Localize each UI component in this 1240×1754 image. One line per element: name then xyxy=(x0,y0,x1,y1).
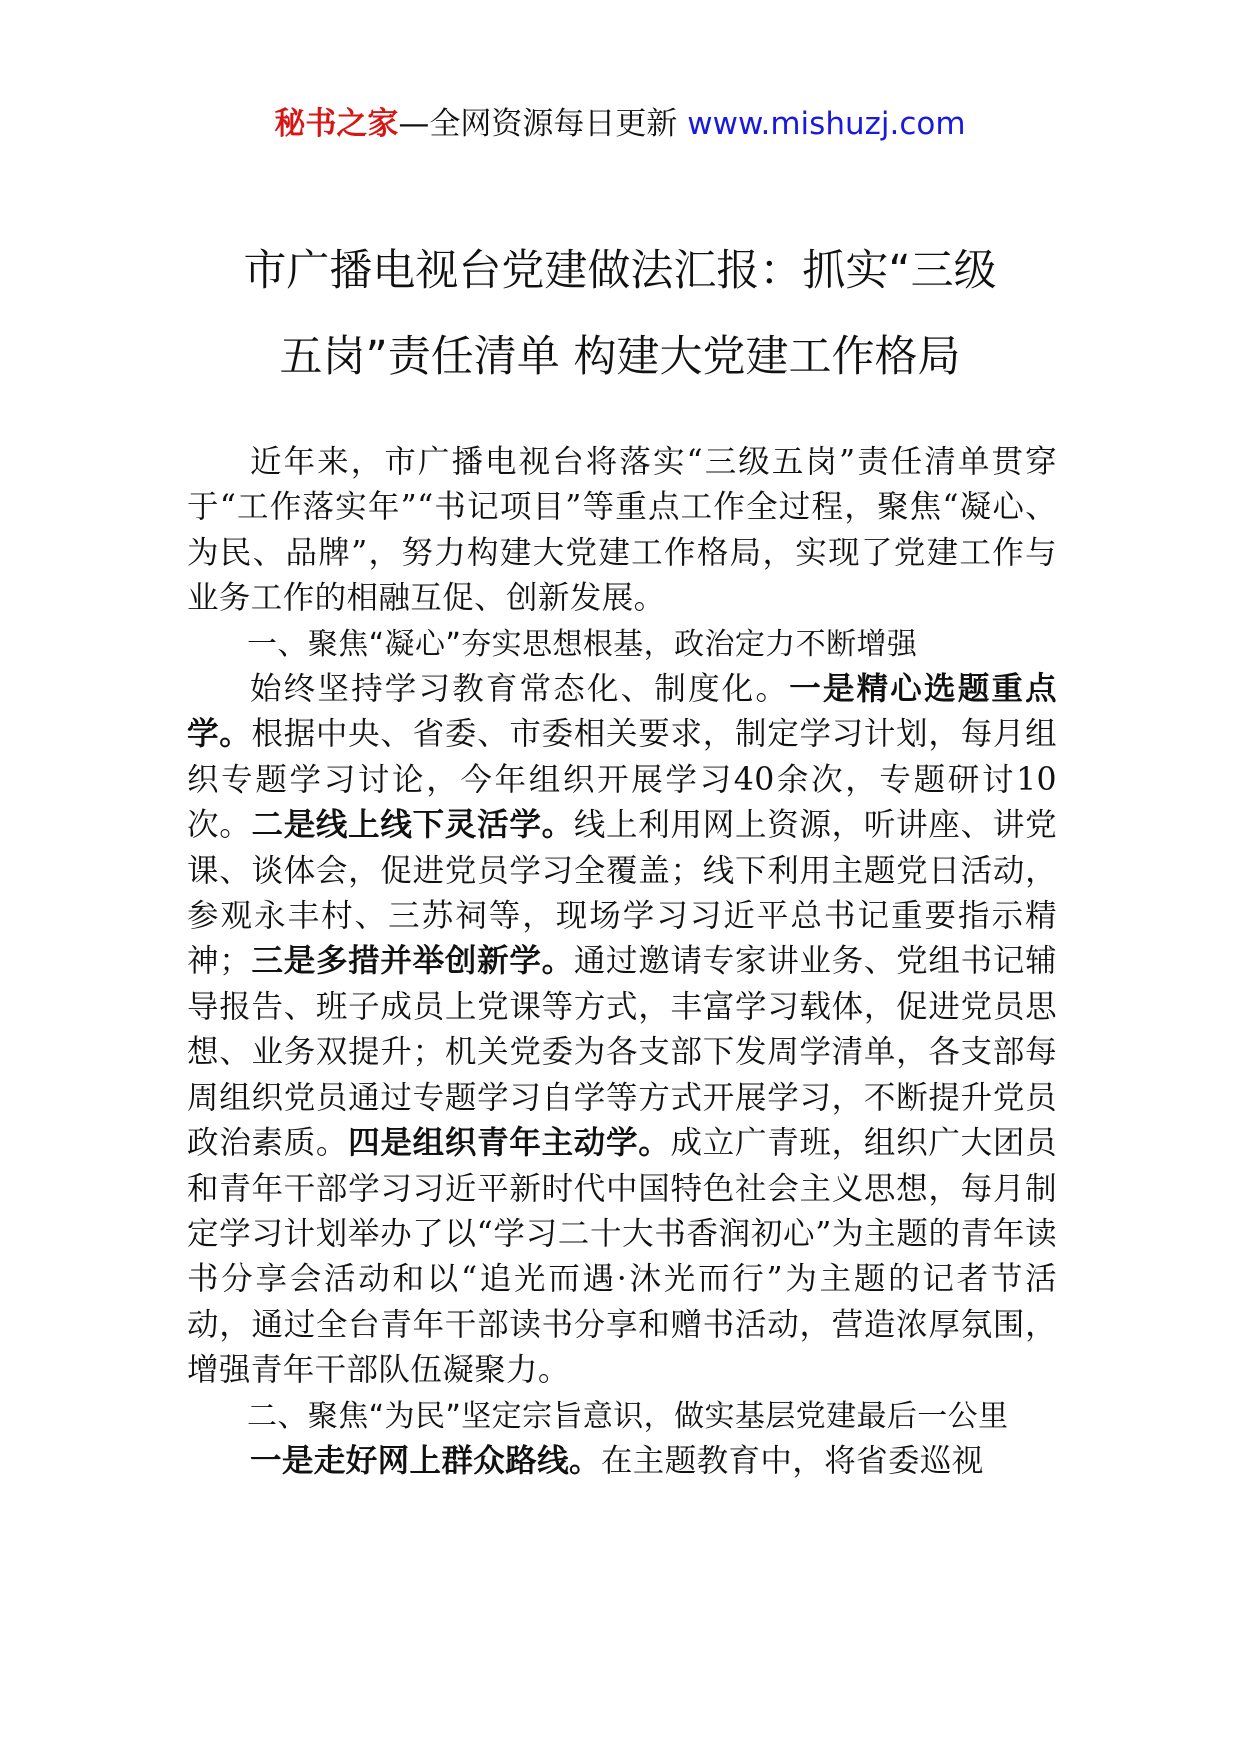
section-1-point-2-text: 线上利用网上资源，听讲座、讲党课、谈体会，促进党员学习全覆盖；线下利用主题党日活动，参观永丰村、三苏祠等，现场学习习近平总书记重要指示精神； xyxy=(187,807,1057,980)
title-line-1: 市广播电视台党建做法汇报：抓实“三级 xyxy=(243,246,997,296)
section-1-point-3-text: 通过邀请专家讲业务、党组书记辅导报告、班子成员上党课等方式，丰富学习载体，促进党员思想、业务双提升；机关党委为各支部下发周学清单，各支部每周组织党员通过专题学习自学等方式开展学习，不断提升党员政治素质。 xyxy=(187,943,1057,1162)
site-url-link[interactable]: www.mishuzj.com xyxy=(687,106,966,142)
document-body xyxy=(187,440,1057,1484)
section-2-paragraph xyxy=(187,1439,1057,1484)
header-tagline: —全网资源每日更新 xyxy=(398,106,678,142)
title-line-2: 五岗”责任清单 构建大党建工作格局 xyxy=(279,332,961,382)
section-2-point-1-text: 在主题教育中，将省委巡视 xyxy=(600,1442,984,1479)
section-1-lead: 始终坚持学习教育常态化、制度化。 xyxy=(250,671,790,708)
section-1-point-4-text: 成立广青班，组织广大团员和青年干部学习习近平新时代中国特色社会主义思想，每月制定学习计划举办了以“学习二十大书香润初心”为主题的青年读书分享会活动和以“追光而遇·沐光而行”为主题的记者节活动，通过全台青年干部读书分享和赠书活动，营造浓厚氛围，增强青年干部队伍凝聚力。 xyxy=(187,1125,1057,1389)
intro-paragraph: 近年来，市广播电视台将落实“三级五岗”责任清单贯穿于“工作落实年”“书记项目”等重点工作全过程，聚焦“凝心、为民、品牌”，努力构建大党建工作格局，实现了党建工作与业务工作的相融互促、创新发展。 xyxy=(187,444,1057,617)
document-title xyxy=(150,228,1090,400)
section-1-point-2-title: 二是线上线下灵活学。 xyxy=(251,807,574,844)
section-1-point-4-title: 四是组织青年主动学。 xyxy=(348,1125,671,1162)
section-2-point-1-title: 一是走好网上群众路线。 xyxy=(250,1442,601,1479)
site-header-banner xyxy=(0,104,1240,144)
section-1-point-3-title: 三是多措并举创新学。 xyxy=(251,943,574,980)
section-1-paragraph xyxy=(187,667,1057,1394)
section-1-heading: 一、聚焦“凝心”夯实思想根基，政治定力不断增强 xyxy=(247,626,918,662)
section-2-heading: 二、聚焦“为民”坚定宗旨意识，做实基层党建最后一公里 xyxy=(247,1398,1009,1434)
section-1-point-1-title: 一是精心选题重点学。 xyxy=(187,671,1058,753)
brand-name: 秘书之家 xyxy=(274,106,399,142)
section-1-point-1-text: 根据中央、省委、市委相关要求，制定学习计划，每月组织专题学习讨论，今年组织开展学习40余次，专题研讨10次。 xyxy=(187,716,1057,844)
